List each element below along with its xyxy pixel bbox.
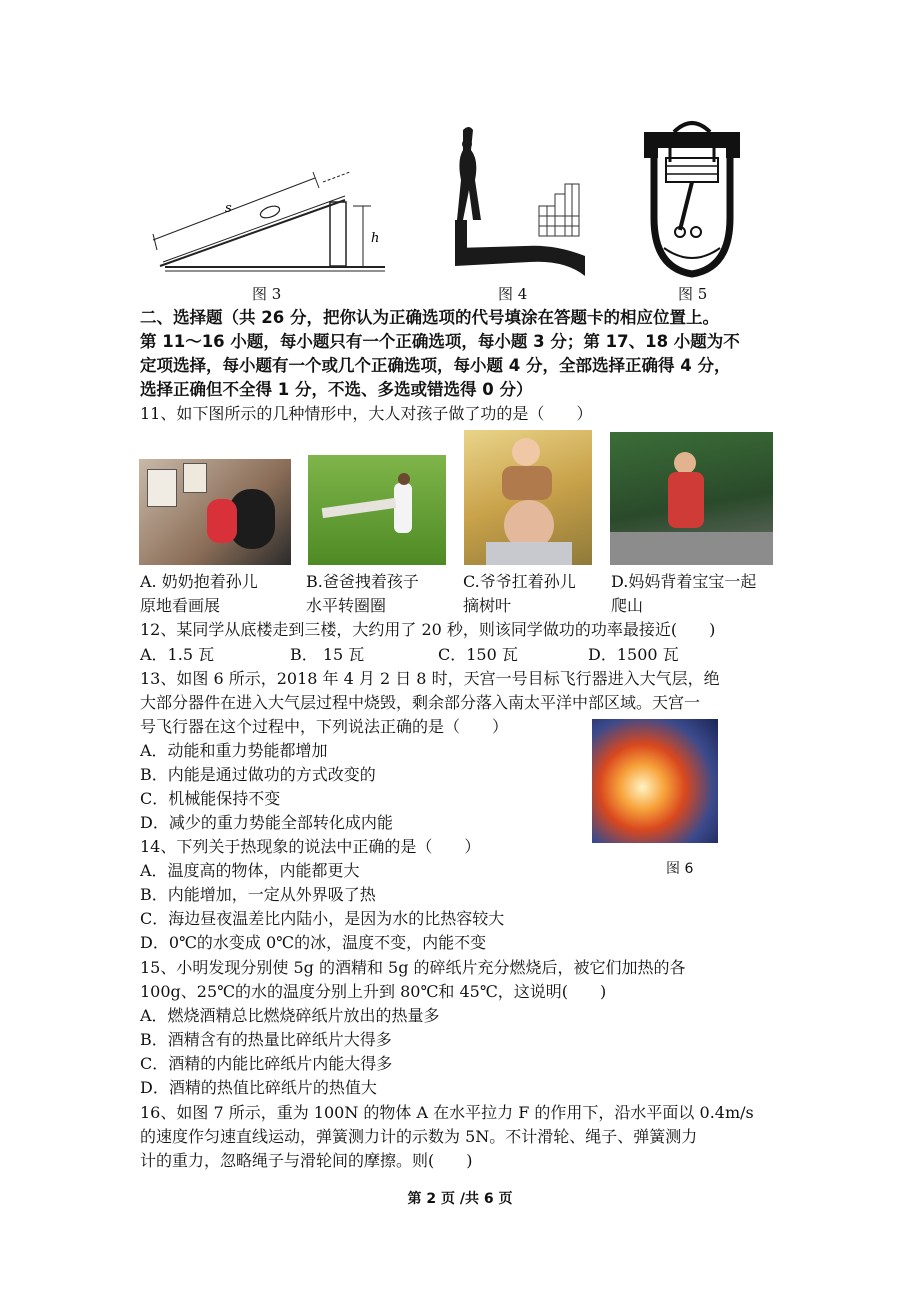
section-heading-line-4: 选择正确但不全得 1 分，不选、多选或错选得 0 分） bbox=[140, 380, 533, 399]
q12-option-c: C．150 瓦 bbox=[438, 645, 518, 664]
figure-4-caption: 图 4 bbox=[498, 285, 528, 303]
q13-option-b: B．内能是通过做功的方式改变的 bbox=[140, 765, 376, 784]
q15-stem-line-2: 100g、25℃的水的温度分别上升到 80℃和 45℃，这说明( ) bbox=[140, 982, 607, 1001]
figure-4-springboard-diagram bbox=[435, 120, 595, 280]
page-number-footer: 第 2 页 /共 6 页 bbox=[407, 1191, 513, 1207]
q15-stem-line-1: 15、小明发现分别使 5g 的酒精和 5g 的碎纸片充分燃烧后，被它们加热的各 bbox=[140, 958, 686, 977]
figure-3-incline-diagram bbox=[145, 170, 390, 275]
q15-option-a: A．燃烧酒精总比燃烧碎纸片放出的热量多 bbox=[140, 1006, 440, 1025]
q15-option-b: B．酒精含有的热量比碎纸片大得多 bbox=[140, 1030, 392, 1049]
q15-option-c: C．酒精的内能比碎纸片内能大得多 bbox=[140, 1054, 393, 1073]
figure-5-caption: 图 5 bbox=[678, 285, 708, 303]
q11-photo-d-mother-carrying-baby-hiking bbox=[610, 432, 773, 565]
q14-option-b: B．内能增加，一定从外界吸了热 bbox=[140, 885, 376, 904]
q13-option-d: D．减少的重力势能全部转化成内能 bbox=[140, 813, 393, 832]
q16-stem-line-3: 计的重力，忽略绳子与滑轮间的摩擦。则( ) bbox=[140, 1151, 473, 1170]
figure-5-engine-diagram bbox=[640, 118, 745, 278]
q15-option-d: D．酒精的热值比碎纸片的热值大 bbox=[140, 1078, 377, 1097]
q11-option-a-line-1: A. 奶奶抱着孙儿 bbox=[140, 572, 258, 591]
q13-stem-line-3: 号飞行器在这个过程中，下列说法正确的是（ ） bbox=[140, 717, 509, 736]
q12-option-a: A．1.5 瓦 bbox=[140, 645, 215, 664]
q12-option-d: D．1500 瓦 bbox=[588, 645, 679, 664]
section-heading-line-1: 二、选择题（共 26 分，把你认为正确选项的代号填涂在答题卡的相应位置上。 bbox=[140, 308, 719, 327]
fig3-label-h: h bbox=[371, 231, 380, 246]
q11-photo-a-grandma-gallery bbox=[139, 459, 291, 565]
q13-stem-line-2: 大部分器件在进入大气层过程中烧毁，剩余部分落入南太平洋中部区域。天宫一 bbox=[140, 693, 701, 712]
q14-option-d: D．0℃的水变成 0℃的冰，温度不变，内能不变 bbox=[140, 933, 487, 952]
q11-photo-b-dad-swinging-child bbox=[308, 455, 446, 565]
figure-6-caption: 图 6 bbox=[666, 861, 694, 877]
q13-stem-line-1: 13、如图 6 所示，2018 年 4 月 2 日 8 时，天宫一号目标飞行器进入大气层，绝 bbox=[140, 669, 720, 688]
section-heading-line-2: 第 11～16 小题，每小题只有一个正确选项，每小题 3 分；第 17、18 小题为不 bbox=[140, 332, 740, 351]
q12-stem: 12、某同学从底楼走到三楼，大约用了 20 秒，则该同学做功的功率最接近( ) bbox=[140, 620, 716, 639]
q16-stem-line-2: 的速度作匀速直线运动，弹簧测力计的示数为 5N。不计滑轮、绳子、弹簧测力 bbox=[140, 1127, 698, 1146]
q11-option-d-line-1: D.妈妈背着宝宝一起 bbox=[611, 572, 757, 591]
q16-stem-line-1: 16、如图 7 所示，重为 100N 的物体 A 在水平拉力 F 的作用下，沿水平面以 0.4m/s bbox=[140, 1103, 754, 1122]
q11-option-c-line-2: 摘树叶 bbox=[463, 596, 512, 615]
q11-option-a-line-2: 原地看画展 bbox=[140, 596, 221, 615]
q14-option-c: C．海边昼夜温差比内陆小，是因为水的比热容较大 bbox=[140, 909, 505, 928]
q12-option-b: B． 15 瓦 bbox=[290, 645, 365, 664]
q11-option-c-line-1: C.爷爷扛着孙儿 bbox=[463, 572, 576, 591]
q13-option-c: C．机械能保持不变 bbox=[140, 789, 281, 808]
figure-3-caption: 图 3 bbox=[252, 285, 282, 303]
fig3-label-s: s bbox=[225, 201, 232, 216]
q13-option-a: A．动能和重力势能都增加 bbox=[140, 741, 328, 760]
q14-stem: 14、下列关于热现象的说法中正确的是（ ） bbox=[140, 837, 481, 856]
q11-option-d-line-2: 爬山 bbox=[611, 596, 644, 615]
q11-stem: 11、如下图所示的几种情形中，大人对孩子做了功的是（ ） bbox=[140, 404, 593, 423]
q11-photo-c-grandpa-carrying-child bbox=[464, 430, 592, 565]
figure-6-spacecraft-reentry-photo bbox=[592, 719, 718, 843]
section-heading-line-3: 定项选择，每小题有一个或几个正确选项，每小题 4 分，全部选择正确得 4 分， bbox=[140, 356, 731, 375]
q11-option-b-line-2: 水平转圈圈 bbox=[306, 596, 387, 615]
q11-option-b-line-1: B.爸爸拽着孩子 bbox=[306, 572, 419, 591]
q14-option-a: A．温度高的物体，内能都更大 bbox=[140, 861, 360, 880]
